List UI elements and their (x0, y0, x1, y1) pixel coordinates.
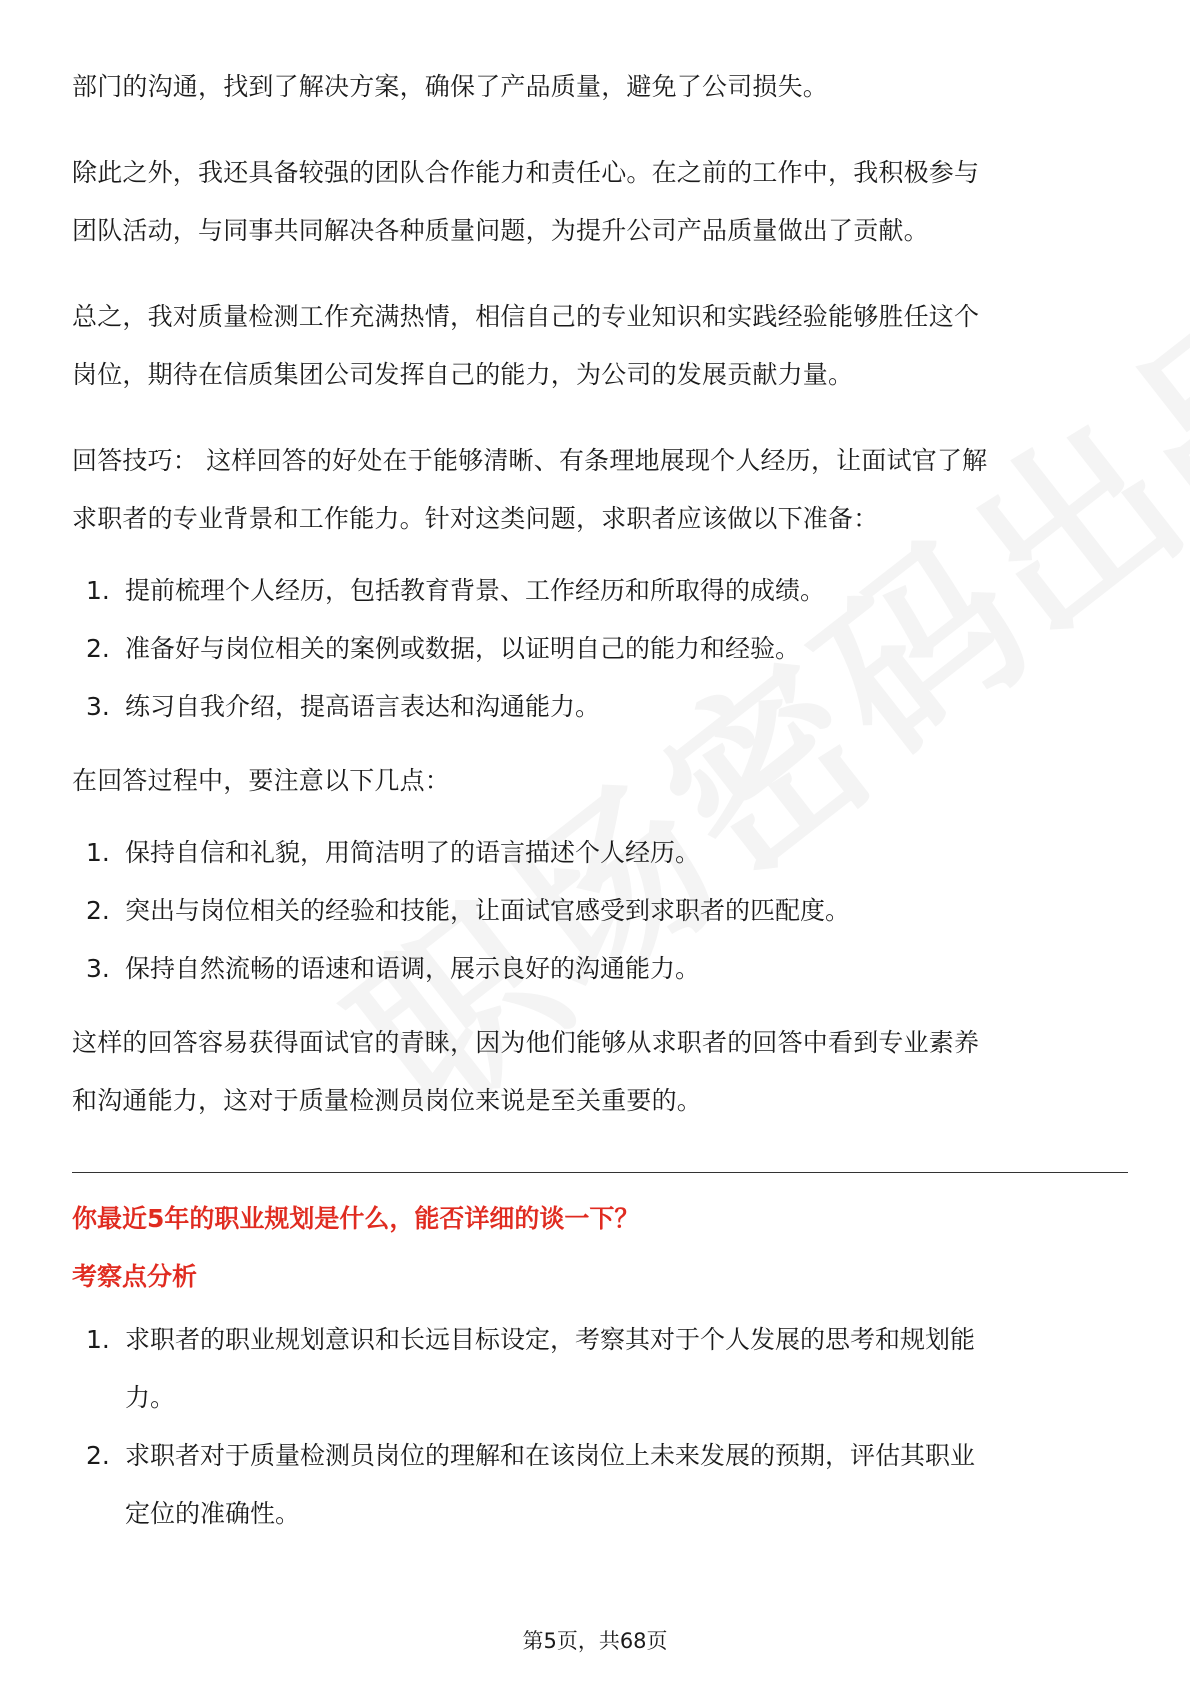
list-item: 1. 求职者的职业规划意识和长远目标设定，考察其对于个人发展的思考和规划能 力。 (86, 1325, 976, 1412)
preparation-list (72, 562, 1128, 736)
section-divider (72, 1172, 1128, 1173)
paragraph-continuation: 部门的沟通，找到了解决方案，确保了产品质量，避免了公司损失。 (72, 72, 829, 101)
line: 总之，我对质量检测工作充满热情，相信自己的专业知识和实践经验能够胜任这个 (72, 302, 980, 331)
analysis-list (72, 1311, 1128, 1543)
page-number-footer: 第5页，共68页 (522, 1629, 668, 1653)
analysis-heading: 考察点分析 (72, 1262, 198, 1291)
list-item: 2. 准备好与岗位相关的案例或数据，以证明自己的能力和经验。 (86, 634, 801, 663)
list-item: 3. 练习自我介绍，提高语言表达和沟通能力。 (86, 692, 601, 721)
attention-list (72, 824, 1128, 998)
list-item: 1. 提前梳理个人经历，包括教育背景、工作经历和所取得的成绩。 (86, 576, 826, 605)
attention-intro: 在回答过程中，要注意以下几点： (72, 766, 451, 795)
list-item: 2. 突出与岗位相关的经验和技能，让面试官感受到求职者的匹配度。 (86, 896, 851, 925)
line: 求职者的专业背景和工作能力。针对这类问题，求职者应该做以下准备： (72, 504, 879, 533)
list-item: 2. 求职者对于质量检测员岗位的理解和在该岗位上未来发展的预期，评估其职业 定位的准确性。 (86, 1441, 976, 1528)
page-content (72, 58, 1128, 1543)
question-heading: 你最近5年的职业规划是什么，能否详细的谈一下？ (72, 1204, 640, 1233)
line: 岗位，期待在信质集团公司发挥自己的能力，为公司的发展贡献力量。 (72, 360, 854, 389)
list-item: 3. 保持自然流畅的语速和语调，展示良好的沟通能力。 (86, 954, 701, 983)
line: 回答技巧： 这样回答的好处在于能够清晰、有条理地展现个人经历，让面试官了解 (72, 446, 988, 475)
paragraph-closing (72, 1014, 1128, 1130)
list-item: 1. 保持自信和礼貌，用简洁明了的语言描述个人经历。 (86, 838, 701, 867)
line: 和沟通能力，这对于质量检测员岗位来说是至关重要的。 (72, 1086, 703, 1115)
line: 团队活动，与同事共同解决各种质量问题，为提升公司产品质量做出了贡献。 (72, 216, 929, 245)
paragraph-conclusion (72, 288, 1128, 404)
paragraph-answer-tips (72, 432, 1128, 548)
line: 这样的回答容易获得面试官的青睐，因为他们能够从求职者的回答中看到专业素养 (72, 1028, 980, 1057)
paragraph-teamwork (72, 144, 1128, 260)
line: 除此之外，我还具备较强的团队合作能力和责任心。在之前的工作中，我积极参与 (72, 158, 980, 187)
